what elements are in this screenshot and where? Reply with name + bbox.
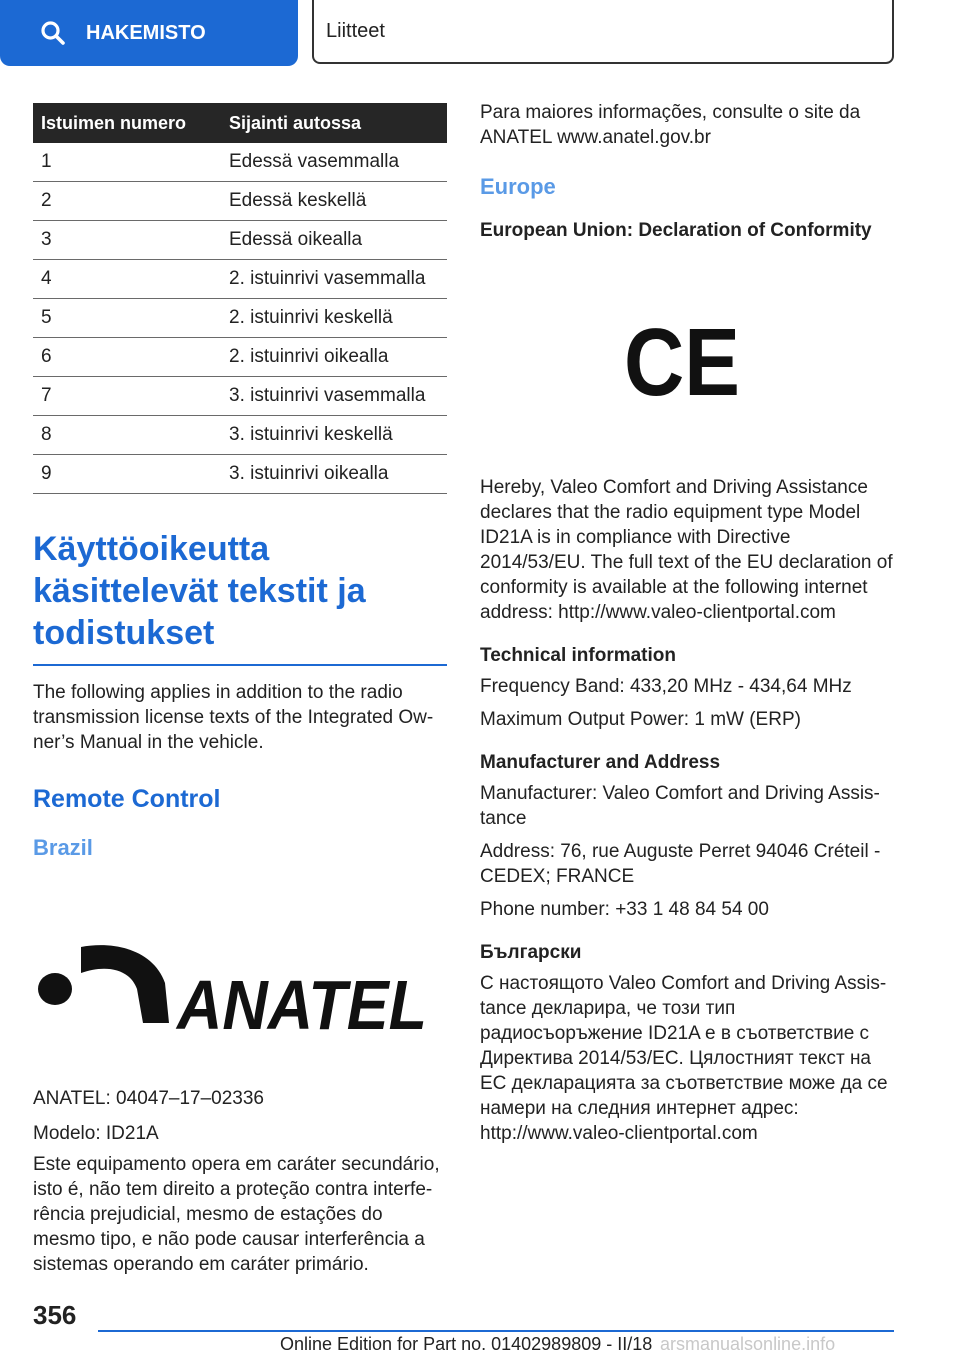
anatel-number: ANATEL: 04047–17–02336 [33, 1088, 264, 1109]
seat-location: Edessä keskellä [221, 182, 447, 221]
phone-line: Phone number: +33 1 48 84 54 00 [480, 899, 769, 920]
footer-divider [98, 1330, 894, 1332]
table-row [33, 182, 447, 221]
bulgarian-heading: Български [480, 942, 582, 963]
left-column [33, 103, 447, 1277]
seat-location: Edessä vasemmalla [221, 143, 447, 182]
table-row [33, 377, 447, 416]
table-row [33, 260, 447, 299]
table-row [33, 455, 447, 494]
remote-control-heading: Remote Control [33, 785, 221, 813]
seat-location: Edessä oikealla [221, 221, 447, 260]
modelo-line: Modelo: ID21A [33, 1123, 159, 1144]
este-paragraph: Este equipamento opera em caráter secundário, isto é, não tem direito a proteção contra interferência prejudicial, mesmo de estações do mesmo tipo, e não pode causar interferência a sistemas operando em caráter primário. [33, 1154, 440, 1275]
seat-location: 3. istuinrivi oikealla [221, 455, 447, 494]
seat-table [33, 103, 447, 494]
search-index-button[interactable] [0, 0, 298, 66]
breadcrumb-label: Liitteet [326, 19, 385, 42]
seat-location: 3. istuinrivi keskellä [221, 416, 447, 455]
seat-number: 3 [33, 221, 221, 260]
seat-number: 8 [33, 416, 221, 455]
anatel-logo [33, 935, 433, 1045]
search-index-label: HAKEMISTO [86, 21, 206, 44]
seat-location: 2. istuinrivi keskellä [221, 299, 447, 338]
eu-declaration-heading: European Union: Declaration of Conformity [480, 220, 872, 241]
edition-text: Online Edition for Part no. 01402989809 - II/18 [280, 1334, 653, 1354]
seat-number: 5 [33, 299, 221, 338]
para-maiores-paragraph: Para maiores informações, consulte o site da ANATEL www.anatel.gov.br [480, 102, 861, 148]
seat-number: 6 [33, 338, 221, 377]
manufacturer-line: Manufacturer: Valeo Comfort and Driving Assistance [480, 783, 880, 829]
ce-mark-text: CE [624, 309, 740, 416]
seat-number: 1 [33, 143, 221, 182]
intro-paragraph: The following applies in addition to the radio transmission license texts of the Integrated Owner’s Manual in the vehicle. [33, 682, 434, 753]
page-footer [0, 1290, 960, 1362]
brazil-heading: Brazil [33, 835, 93, 860]
manufacturer-heading: Manufacturer and Address [480, 752, 721, 773]
table-row [33, 221, 447, 260]
europe-heading: Europe [480, 174, 556, 199]
seat-location: 2. istuinrivi oikealla [221, 338, 447, 377]
breadcrumb[interactable] [312, 0, 894, 64]
seat-location: 2. istuinrivi vasemmalla [221, 260, 447, 299]
right-column [480, 100, 900, 1146]
seat-number: 4 [33, 260, 221, 299]
page-number: 356 [33, 1300, 77, 1330]
seat-number: 2 [33, 182, 221, 221]
hereby-paragraph: Hereby, Valeo Comfort and Driving Assistance declares that the radio equipment type Model ID21A is in compliance with Directive 2014/53/EU. The full text of the EU declaration of conformity is available at the following internet address: http://www.valeo-clientportal.com [480, 477, 893, 623]
seat-location: 3. istuinrivi vasemmalla [221, 377, 447, 416]
top-bar [0, 0, 960, 66]
section-title: Käyttöoikeutta käsittelevät tekstit ja todistukset [33, 528, 447, 666]
search-icon [40, 20, 66, 46]
seat-table-header-location: Sijainti autossa [221, 103, 447, 143]
seat-table-header-number: Istuimen numero [33, 103, 221, 143]
ce-mark-logo [622, 309, 742, 416]
table-row [33, 143, 447, 182]
address-line: Address: 76, rue Auguste Perret 94046 Créteil - CEDEX; FRANCE [480, 841, 881, 887]
frequency-line: Frequency Band: 433,20 MHz - 434,64 MHz [480, 676, 852, 697]
anatel-logo-text: ANATEL [175, 966, 427, 1044]
seat-number: 9 [33, 455, 221, 494]
table-row [33, 338, 447, 377]
table-row [33, 299, 447, 338]
output-power-line: Maximum Output Power: 1 mW (ERP) [480, 709, 801, 730]
bulgarian-paragraph: С настоящото Valeo Comfort and Driving Assistance декларира, че този тип радиосъоръжение ID21A е в съответствие с Директива 2014/53/ЕС. Цялостният текст на ЕС декларацията за съответствие може да се намери на следния интернет адрес: http://www.valeo-clientportal.com [480, 973, 888, 1144]
seat-table-header-row [33, 103, 447, 143]
watermark-text: arsmanualsonline.info [660, 1334, 836, 1354]
technical-information-heading: Technical information [480, 645, 677, 666]
seat-number: 7 [33, 377, 221, 416]
table-row [33, 416, 447, 455]
